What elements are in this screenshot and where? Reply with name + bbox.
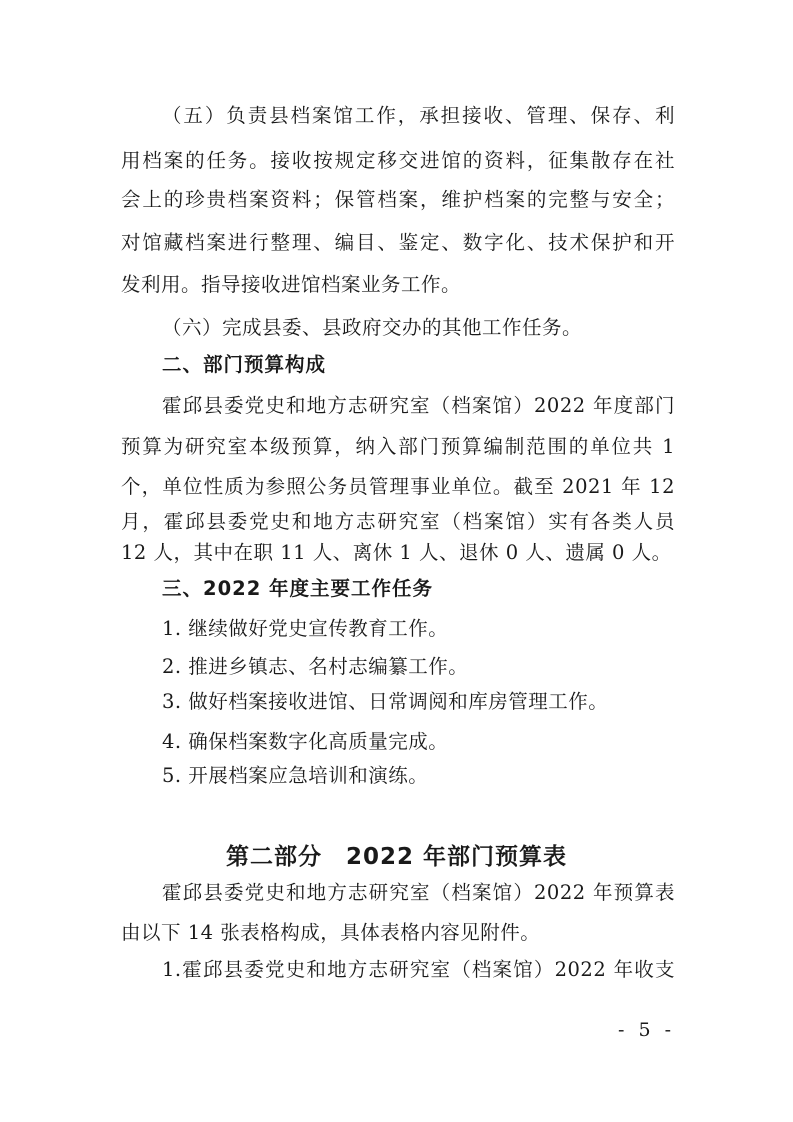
task-item-5: 5. 开展档案应急培训和演练。 (162, 764, 429, 787)
task-item-1: 1. 继续做好党史宣传教育工作。 (162, 617, 449, 640)
table-list-item-1: 1.霍邱县委党史和地方志研究室（档案馆）2022 年收支 (162, 958, 675, 981)
section5-line-4: 对馆藏档案进行整理、编目、鉴定、数字化、技术保护和开 (121, 231, 675, 254)
section5-line-1: （五）负责县档案馆工作，承担接收、管理、保存、利 (162, 104, 675, 127)
part2-title: 第二部分 2022 年部门预算表 (225, 844, 568, 870)
budget-composition-line-1: 霍邱县委党史和地方志研究室（档案馆）2022 年度部门 (162, 394, 675, 417)
heading-main-tasks: 三、2022 年度主要工作任务 (162, 577, 434, 600)
section5-line-3: 会上的珍贵档案资料；保管档案，维护档案的完整与安全； (121, 188, 675, 211)
task-item-2: 2. 推进乡镇志、名村志编纂工作。 (162, 655, 469, 678)
section5-line-5: 发利用。指导接收进馆档案业务工作。 (121, 273, 462, 296)
part2-intro-line-2: 由以下 14 张表格构成，具体表格内容见附件。 (121, 921, 541, 944)
task-item-3: 3. 做好档案接收进馆、日常调阅和库房管理工作。 (162, 690, 609, 713)
budget-composition-line-3: 个，单位性质为参照公务员管理事业单位。截至 2021 年 12 (121, 475, 675, 498)
page-number: - 5 - (617, 1019, 675, 1041)
budget-composition-line-2: 预算为研究室本级预算，纳入部门预算编制范围的单位共 1 (121, 435, 675, 458)
section6-paragraph: （六）完成县委、县政府交办的其他工作任务。 (162, 316, 583, 339)
task-item-4: 4. 确保档案数字化高质量完成。 (162, 730, 449, 753)
part2-intro-line-1: 霍邱县委党史和地方志研究室（档案馆）2022 年预算表 (162, 881, 675, 904)
heading-budget-composition: 二、部门预算构成 (162, 353, 327, 376)
budget-composition-line-4: 月，霍邱县委党史和地方志研究室（档案馆）实有各类人员 (121, 510, 675, 533)
section5-line-2: 用档案的任务。接收按规定移交进馆的资料，征集散存在社 (121, 149, 675, 172)
budget-composition-line-5: 12 人，其中在职 11 人、离休 1 人、退休 0 人、遗属 0 人。 (121, 541, 672, 564)
